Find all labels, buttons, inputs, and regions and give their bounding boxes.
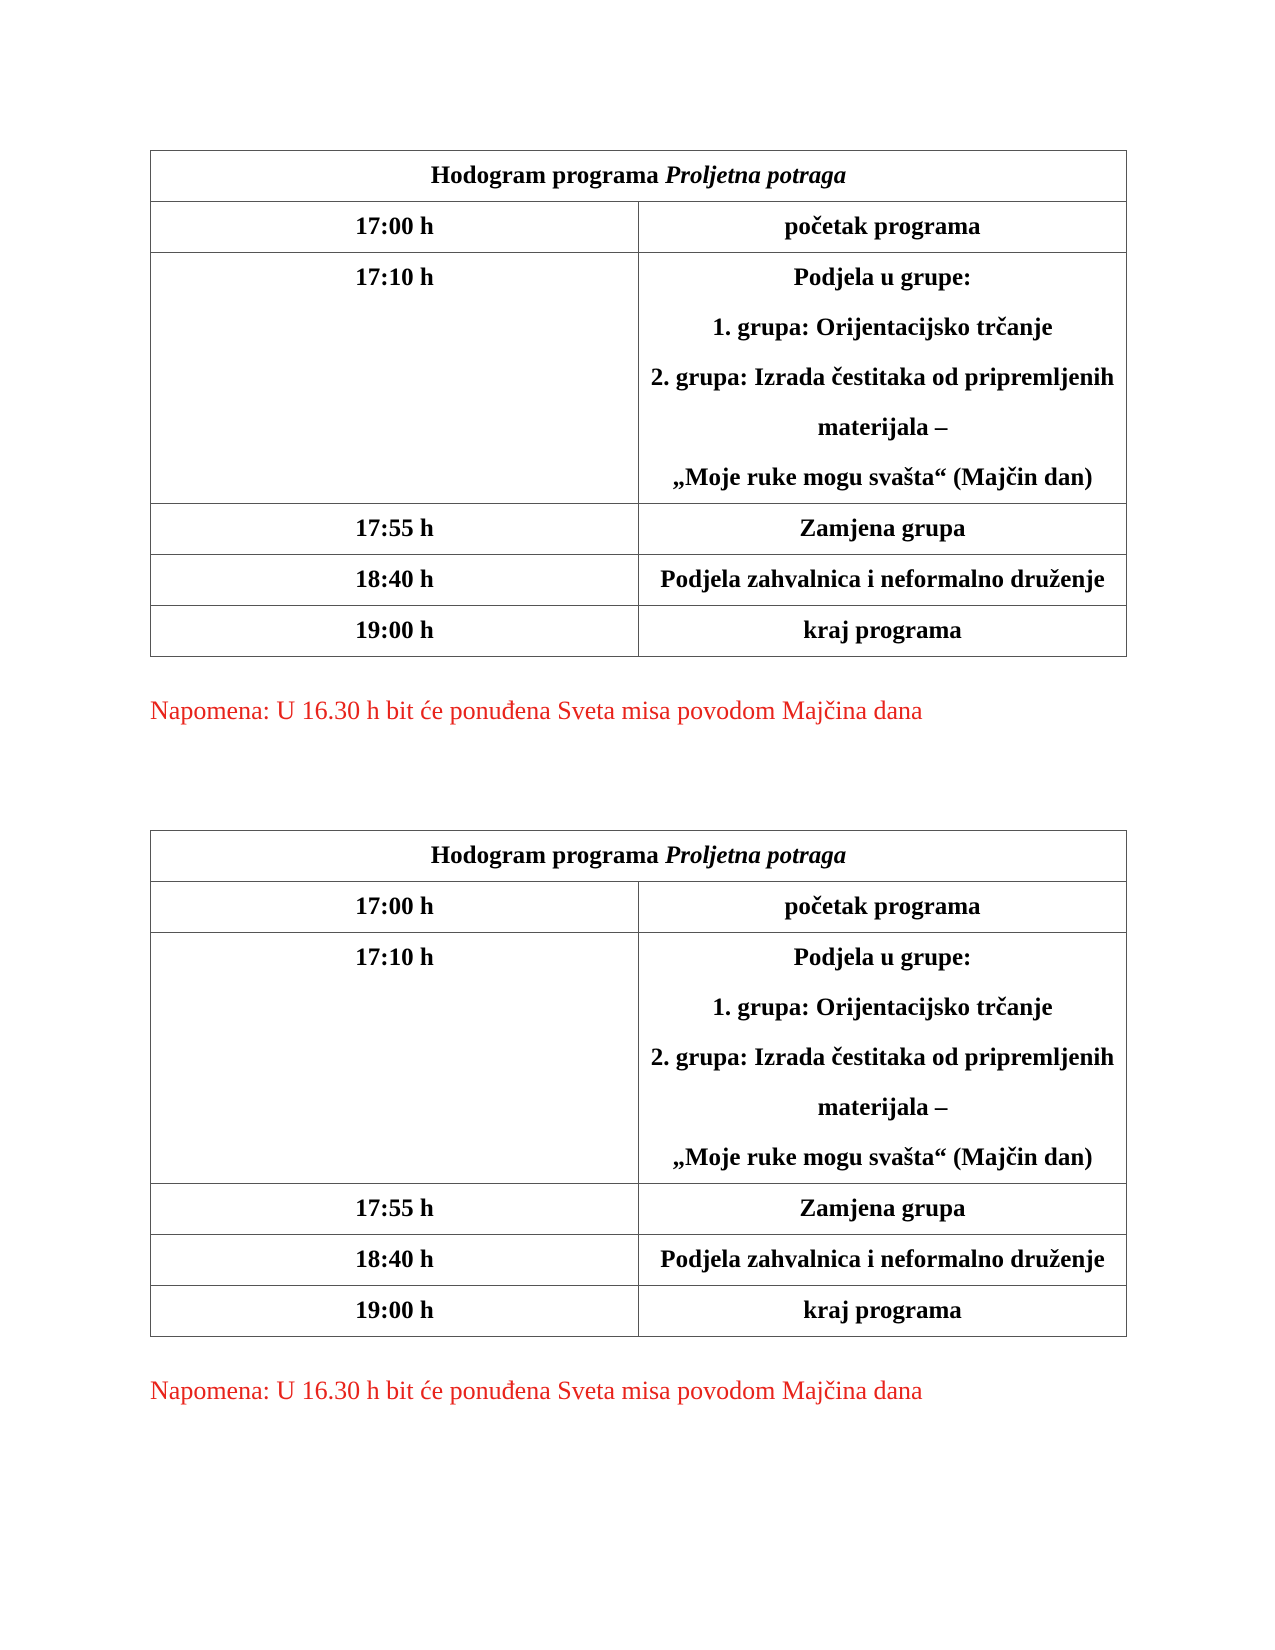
table-row [151,253,1127,504]
activity-line: 2. grupa: Izrada čestitaka od pripremljenih materijala – [650,364,1115,441]
table-title-row [151,831,1127,882]
activity-line: Podjela u grupe: [793,944,972,971]
activity-line: Zamjena grupa [799,1195,966,1222]
table-row [151,555,1127,606]
schedule-table [150,150,1127,657]
table-row [151,1286,1127,1337]
time-cell: 17:10 h [151,933,639,1184]
note-wrapper [150,1337,1127,1417]
activity-cell [639,504,1127,555]
activity-line: „Moje ruke mogu svašta“ (Majčin dan) [672,464,1093,491]
activity-cell [639,253,1127,504]
note-wrapper [150,657,1127,737]
table-title-italic: Proljetna potraga [664,842,847,869]
time-cell: 18:40 h [151,1235,639,1286]
time-cell: 17:00 h [151,202,639,253]
note-text: Napomena: U 16.30 h bit će ponuđena Sveta misa povodom Majčina dana [150,696,923,725]
time-cell: 18:40 h [151,555,639,606]
activity-cell [639,202,1127,253]
table-row [151,933,1127,1184]
table-row [151,202,1127,253]
activity-cell [639,1235,1127,1286]
time-cell: 17:55 h [151,504,639,555]
activity-line: „Moje ruke mogu svašta“ (Majčin dan) [672,1144,1093,1171]
table-title [151,151,1127,202]
activity-line: početak programa [784,213,981,240]
schedule-block-2 [150,830,1127,1417]
table-title-prefix: Hodogram programa [430,162,659,189]
activity-cell [639,933,1127,1184]
activity-line: 1. grupa: Orijentacijsko trčanje [712,314,1053,341]
schedule-table [150,830,1127,1337]
activity-line: Zamjena grupa [799,515,966,542]
activity-line: 1. grupa: Orijentacijsko trčanje [712,994,1053,1021]
table-title-prefix: Hodogram programa [430,842,659,869]
table-title-italic: Proljetna potraga [664,162,847,189]
table-title-row [151,151,1127,202]
time-cell: 17:10 h [151,253,639,504]
table-row [151,1184,1127,1235]
table-row [151,504,1127,555]
activity-line: Podjela zahvalnica i neformalno druženje [660,1246,1105,1273]
activity-cell [639,555,1127,606]
table-row [151,882,1127,933]
activity-cell [639,1184,1127,1235]
time-cell: 17:00 h [151,882,639,933]
activity-line: Podjela u grupe: [793,264,972,291]
activity-cell [639,606,1127,657]
activity-line: kraj programa [803,617,962,644]
activity-cell [639,1286,1127,1337]
activity-line: Podjela zahvalnica i neformalno druženje [660,566,1105,593]
activity-line: kraj programa [803,1297,962,1324]
note-text: Napomena: U 16.30 h bit će ponuđena Sveta misa povodom Majčina dana [150,1376,923,1405]
time-cell: 17:55 h [151,1184,639,1235]
time-cell: 19:00 h [151,1286,639,1337]
activity-cell [639,882,1127,933]
activity-line: početak programa [784,893,981,920]
schedule-block-1 [150,150,1127,737]
table-row [151,1235,1127,1286]
table-row [151,606,1127,657]
activity-line: 2. grupa: Izrada čestitaka od pripremljenih materijala – [650,1044,1115,1121]
table-title [151,831,1127,882]
time-cell: 19:00 h [151,606,639,657]
